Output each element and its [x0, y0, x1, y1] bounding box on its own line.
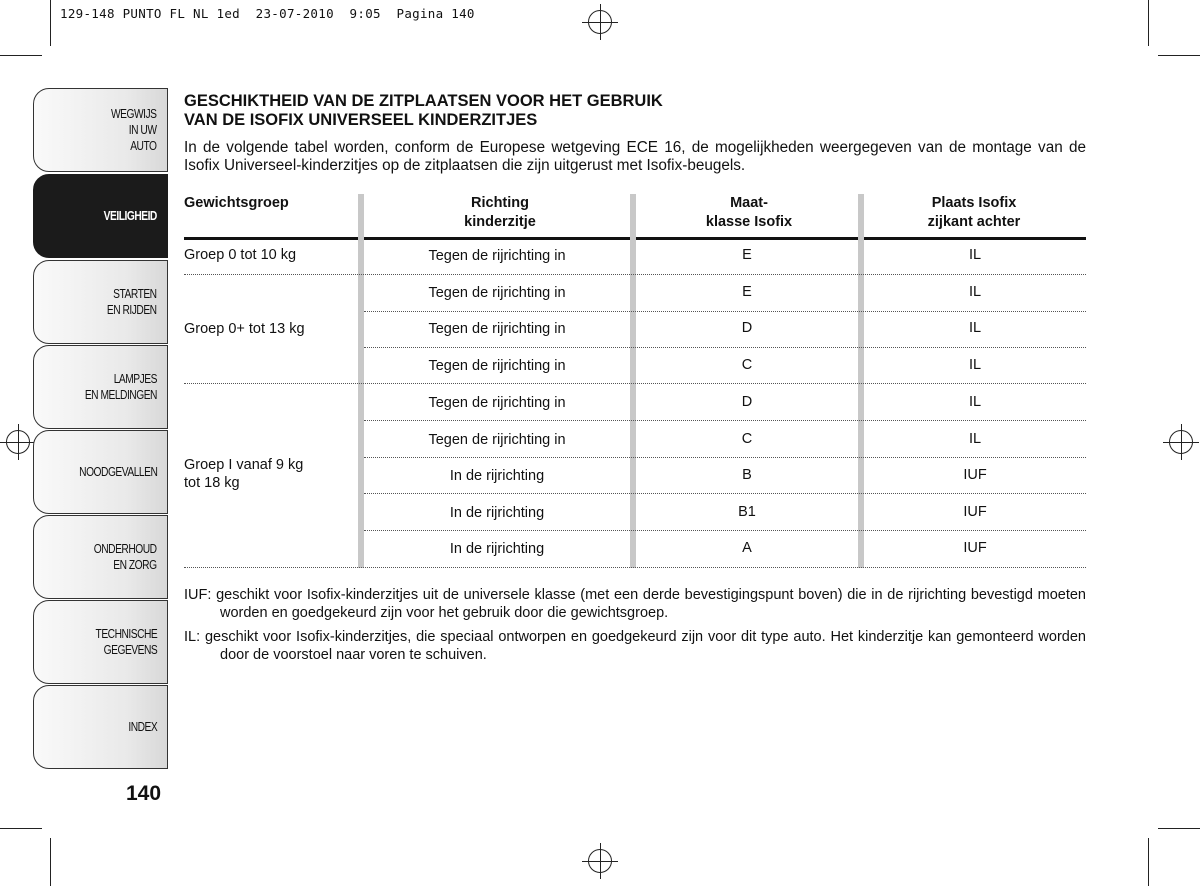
- direction-cell: In de rijrichting: [449, 468, 545, 484]
- size-cell: C: [741, 431, 753, 447]
- tab-index[interactable]: [33, 685, 168, 769]
- tab-label: INDEX: [128, 719, 157, 734]
- row-divider: [184, 274, 1086, 275]
- position-cell: IL: [968, 431, 982, 447]
- position-cell: IL: [968, 357, 982, 373]
- crop-mark: [1158, 55, 1200, 56]
- registration-mark: [1163, 424, 1199, 460]
- registration-mark: [0, 424, 36, 460]
- crop-mark: [1158, 828, 1200, 829]
- group-cell: [184, 246, 296, 264]
- tab-noodgevallen[interactable]: [33, 430, 168, 514]
- crop-mark: [0, 55, 42, 56]
- note-iuf: IUF: geschikt voor Isofix-kinderzitjes uit de universele klasse (met een derde bevestigingspunt boven) die in de rijrichting bevestigd moeten worden en goedgekeurd zijn voor het gebruik door die gewichtsgroep.: [184, 587, 1086, 621]
- header-position: [862, 194, 1086, 232]
- group-label: Groep 0+ tot 13 kg: [184, 321, 305, 337]
- header-line: Maat-: [730, 195, 768, 211]
- direction-cell: Tegen de rijrichting in: [428, 432, 566, 448]
- row-divider: [364, 530, 1086, 531]
- size-cell: B1: [738, 504, 756, 520]
- direction-cell: In de rijrichting: [449, 541, 545, 557]
- position-cell: IUF: [963, 540, 987, 556]
- crop-mark: [1148, 838, 1149, 886]
- size-cell: A: [742, 540, 752, 556]
- intro-paragraph: In de volgende tabel worden, conform de Europese wetgeving ECE 16, de mogelijkheden weergegeven van de montage van de Isofix Universeel-kinderzitjes op de zitplaatsen die zijn uitgerust met Isofix-beugels.: [184, 139, 1086, 174]
- direction-cell: Tegen de rijrichting in: [428, 285, 566, 301]
- tab-lampjes[interactable]: [33, 345, 168, 429]
- size-cell: D: [741, 394, 753, 410]
- isofix-table: [184, 194, 1086, 568]
- row-divider: [364, 311, 1086, 312]
- row-divider: [184, 567, 1086, 568]
- direction-cell: In de rijrichting: [449, 505, 545, 521]
- crop-mark: [50, 838, 51, 886]
- row-divider: [364, 457, 1086, 458]
- table-notes: [184, 587, 1086, 664]
- size-cell: E: [742, 247, 752, 263]
- tab-onderhoud[interactable]: [33, 515, 168, 599]
- note-il: IL: geschikt voor Isofix-kinderzitjes, die speciaal ontworpen en goedgekeurd zijn voor dit type auto. Het kinderzitje kan gemonteerd worden door de voorstoel naar voren te schuiven.: [184, 629, 1086, 663]
- position-cell: IL: [968, 320, 982, 336]
- tab-technische[interactable]: [33, 600, 168, 684]
- group-label: Groep I vanaf 9 kg: [184, 457, 304, 473]
- position-cell: IL: [968, 247, 982, 263]
- position-cell: IL: [968, 284, 982, 300]
- registration-mark: [582, 4, 618, 40]
- tab-label: WEGWIJS IN UW AUTO: [111, 106, 157, 154]
- tab-label: LAMPJES EN MELDINGEN: [84, 371, 157, 402]
- tab-label: VEILIGHEID: [103, 208, 157, 223]
- print-slug: 129-148 PUNTO FL NL 1ed 23-07-2010 9:05 Pagina 140: [60, 6, 475, 21]
- section-content: [184, 92, 1086, 175]
- row-divider: [364, 493, 1086, 494]
- group-cell: [184, 320, 305, 338]
- header-group: Gewichtsgroep: [184, 195, 289, 211]
- crop-mark: [1148, 0, 1149, 46]
- tab-label: TECHNISCHE GEGEVENS: [95, 626, 157, 657]
- position-cell: IL: [968, 394, 982, 410]
- tab-veiligheid[interactable]: [33, 174, 168, 258]
- row-divider: [364, 420, 1086, 421]
- crop-mark: [50, 0, 51, 46]
- size-cell: E: [742, 284, 752, 300]
- page-number: 140: [126, 782, 162, 805]
- registration-mark: [582, 843, 618, 879]
- tab-wegwijs[interactable]: [33, 88, 168, 172]
- section-title-line: VAN DE ISOFIX UNIVERSEEL KINDERZITJES: [184, 111, 538, 129]
- direction-cell: Tegen de rijrichting in: [428, 321, 566, 337]
- header-size: [636, 194, 862, 232]
- tab-starten[interactable]: [33, 260, 168, 344]
- position-cell: IUF: [963, 504, 987, 520]
- header-line: klasse Isofix: [705, 214, 793, 230]
- tab-label: NOODGEVALLEN: [78, 464, 157, 479]
- size-cell: C: [741, 357, 753, 373]
- group-label: Groep 0 tot 10 kg: [184, 247, 297, 263]
- direction-cell: Tegen de rijrichting in: [428, 358, 566, 374]
- header-direction: [364, 194, 636, 232]
- header-line: Richting: [471, 195, 529, 211]
- section-title-line: GESCHIKTHEID VAN DE ZITPLAATSEN VOOR HET GEBRUIK: [184, 92, 663, 110]
- size-cell: B: [742, 467, 752, 483]
- row-divider: [184, 383, 1086, 384]
- tab-label: ONDERHOUD EN ZORG: [94, 541, 157, 572]
- header-line: zijkant achter: [927, 214, 1021, 230]
- size-cell: D: [741, 320, 753, 336]
- tab-label: STARTEN EN RIJDEN: [107, 286, 157, 317]
- section-title: [184, 92, 1086, 130]
- direction-cell: Tegen de rijrichting in: [428, 248, 566, 264]
- row-divider: [364, 347, 1086, 348]
- group-cell: [184, 456, 303, 492]
- header-line: Plaats Isofix: [931, 195, 1017, 211]
- direction-cell: Tegen de rijrichting in: [428, 395, 566, 411]
- crop-mark: [0, 828, 42, 829]
- header-line: kinderzitje: [464, 214, 536, 230]
- position-cell: IUF: [963, 467, 987, 483]
- group-label: tot 18 kg: [184, 475, 240, 491]
